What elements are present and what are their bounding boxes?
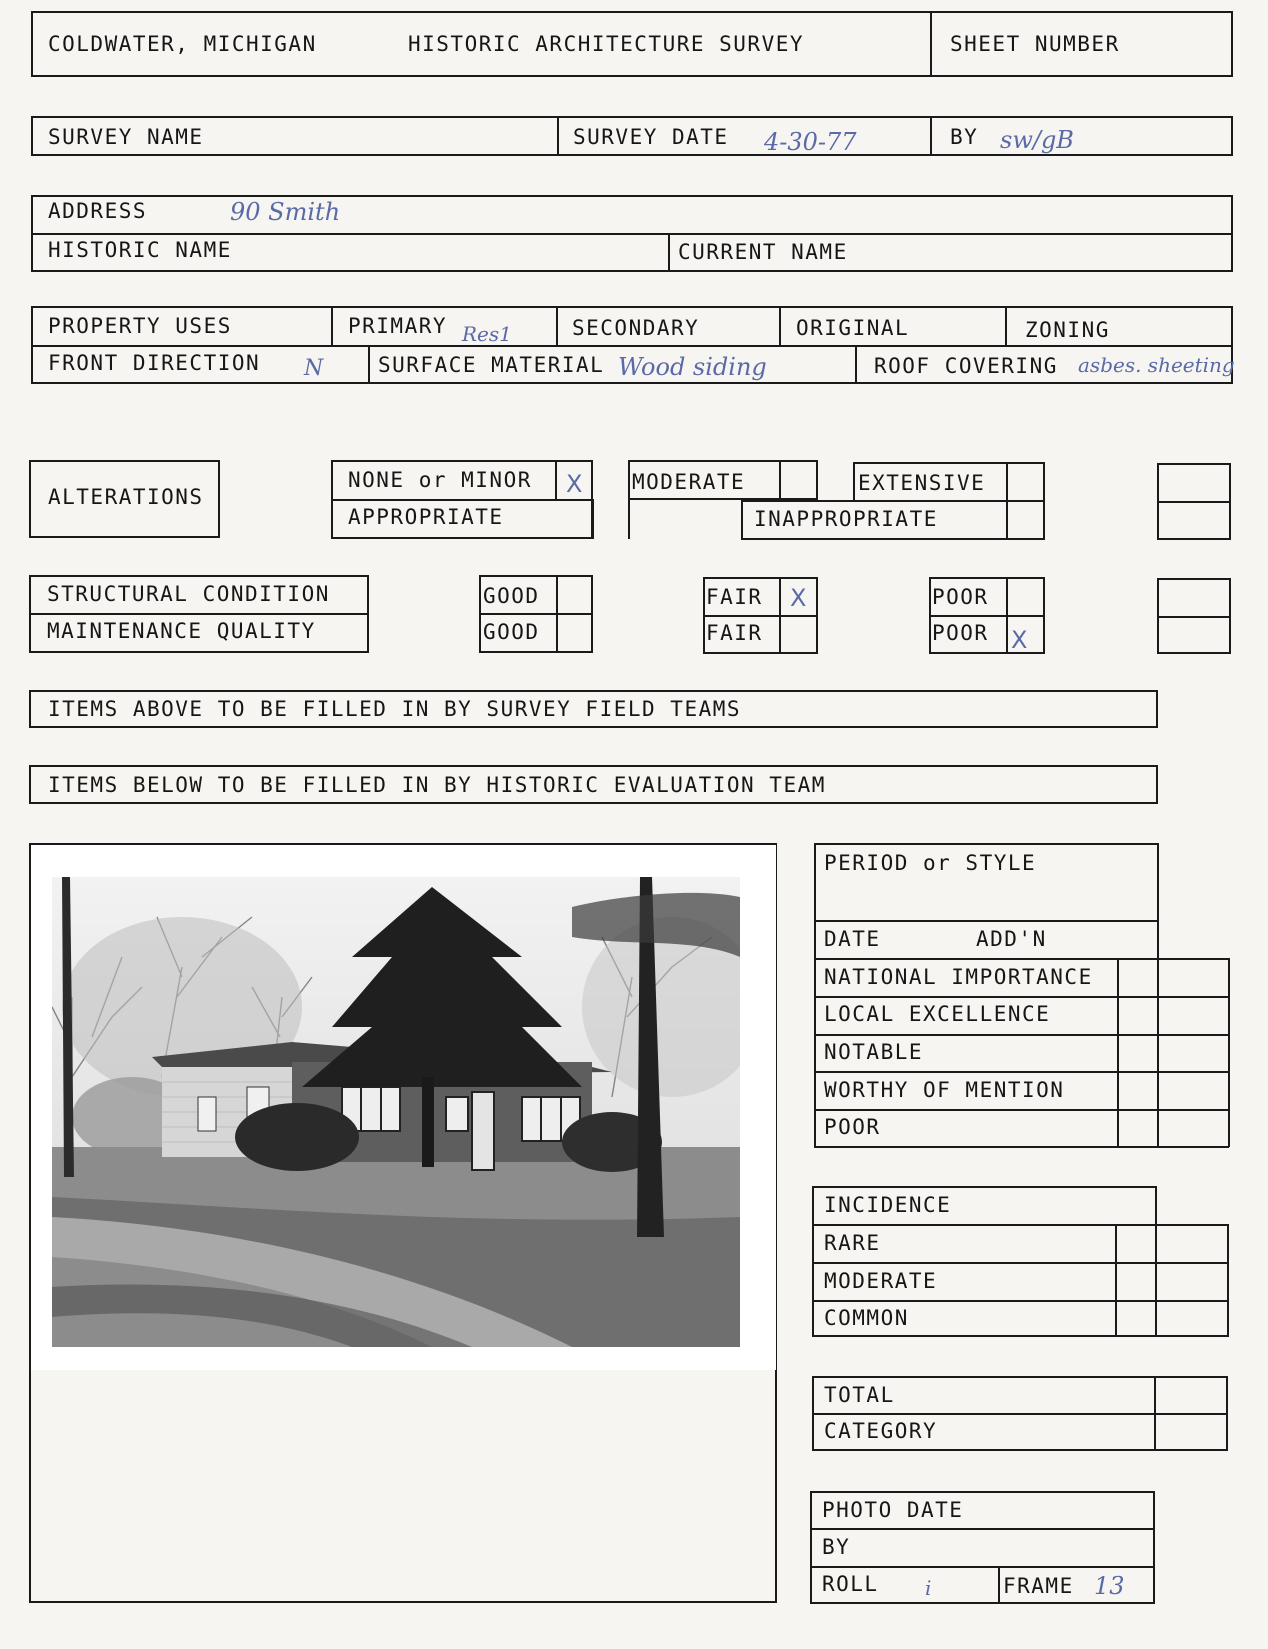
incidence-label: INCIDENCE bbox=[824, 1193, 952, 1217]
poor-divider bbox=[929, 615, 1045, 617]
fair-label-maintenance: FAIR bbox=[706, 621, 763, 645]
fair-structural-check[interactable]: X bbox=[790, 584, 807, 612]
condition-label-divider bbox=[29, 613, 369, 615]
inc-div-rare bbox=[812, 1224, 1228, 1226]
secondary-label: SECONDARY bbox=[572, 316, 700, 340]
zoning-label: ZONING bbox=[1025, 318, 1110, 342]
original-label: ORIGINAL bbox=[796, 316, 910, 340]
front-div-2 bbox=[855, 345, 857, 384]
rare-label: RARE bbox=[824, 1231, 881, 1255]
survey-name-label: SURVEY NAME bbox=[48, 125, 204, 149]
notable-label: NOTABLE bbox=[824, 1040, 924, 1064]
good-label-structural: GOOD bbox=[483, 584, 540, 608]
survey-divider-2 bbox=[930, 116, 932, 156]
eval-score-col bbox=[1117, 958, 1119, 1147]
fair-divider bbox=[703, 615, 818, 617]
survey-by-label: BY bbox=[950, 125, 979, 149]
inappropriate-label: INAPPROPRIATE bbox=[754, 507, 938, 531]
uses-div-3 bbox=[779, 306, 781, 345]
alterations-label: ALTERATIONS bbox=[48, 485, 204, 509]
total-score-col bbox=[1154, 1376, 1156, 1451]
worthy-of-mention-label: WORTHY OF MENTION bbox=[824, 1078, 1065, 1102]
poor-label-maintenance: POOR bbox=[932, 621, 989, 645]
period-style-label: PERIOD or STYLE bbox=[824, 851, 1037, 875]
extensive-label: EXTENSIVE bbox=[858, 471, 986, 495]
alt-row-divider-a bbox=[331, 499, 593, 501]
names-divider bbox=[668, 233, 670, 272]
roll-value[interactable]: i bbox=[925, 1576, 932, 1600]
eval-div-notable bbox=[814, 1034, 1229, 1036]
front-div-1 bbox=[368, 345, 370, 384]
roof-covering-value[interactable]: asbes. sheeting bbox=[1078, 353, 1235, 377]
front-direction-label: FRONT DIRECTION bbox=[48, 351, 261, 375]
photo-by-label: BY bbox=[822, 1535, 851, 1559]
good-divider bbox=[479, 613, 593, 615]
survey-date-value[interactable]: 4-30-77 bbox=[764, 128, 857, 156]
primary-label: PRIMARY bbox=[348, 314, 448, 338]
condition-side-divider bbox=[1157, 616, 1231, 618]
national-importance-label: NATIONAL IMPORTANCE bbox=[824, 965, 1093, 989]
uses-div-1 bbox=[331, 306, 333, 345]
alterations-side-divider bbox=[1157, 501, 1231, 503]
form-title: HISTORIC ARCHITECTURE SURVEY bbox=[408, 32, 805, 56]
frame-value[interactable]: 13 bbox=[1094, 1572, 1125, 1600]
historic-name-label: HISTORIC NAME bbox=[48, 238, 232, 262]
date-label: DATE bbox=[824, 927, 881, 951]
moderate-left-ext bbox=[628, 499, 630, 539]
roll-label: ROLL bbox=[822, 1572, 879, 1596]
none-minor-label: NONE or MINOR bbox=[348, 468, 532, 492]
none-minor-check[interactable]: X bbox=[566, 470, 583, 498]
inc-score-right bbox=[1227, 1224, 1229, 1337]
current-name-label: CURRENT NAME bbox=[678, 240, 848, 264]
address-divider bbox=[31, 233, 1233, 235]
poor-label-structural: POOR bbox=[932, 585, 989, 609]
total-label: TOTAL bbox=[824, 1383, 895, 1407]
none-minor-check-div bbox=[555, 460, 557, 499]
eval-div-poor bbox=[814, 1109, 1229, 1111]
poor-maintenance-check[interactable]: X bbox=[1011, 626, 1028, 654]
roof-covering-label: ROOF COVERING bbox=[874, 354, 1058, 378]
frame-label: FRAME bbox=[1003, 1574, 1074, 1598]
inc-div-moderate bbox=[812, 1262, 1228, 1264]
inc-div-bottom bbox=[1115, 1335, 1228, 1337]
photo-date-label: PHOTO DATE bbox=[822, 1498, 964, 1522]
address-value[interactable]: 90 Smith bbox=[230, 198, 341, 226]
uses-div-4 bbox=[1005, 306, 1007, 345]
good-check-div bbox=[556, 575, 558, 653]
items-below-note: ITEMS BELOW TO BE FILLED IN BY HISTORIC EVALUATION TEAM bbox=[48, 773, 826, 797]
house-photo-illustration bbox=[52, 877, 740, 1347]
surface-material-value[interactable]: Wood siding bbox=[618, 353, 767, 381]
eval-div-date bbox=[814, 920, 1159, 922]
poor-check-div bbox=[1006, 577, 1008, 654]
eval-score-right bbox=[1228, 958, 1230, 1147]
moderate-label: MODERATE bbox=[632, 470, 746, 494]
header-divider bbox=[930, 11, 932, 77]
city-label: COLDWATER, MICHIGAN bbox=[48, 32, 317, 56]
local-excellence-label: LOCAL EXCELLENCE bbox=[824, 1002, 1051, 1026]
maintenance-quality-label: MAINTENANCE QUALITY bbox=[47, 619, 316, 643]
photo-info-div-2 bbox=[810, 1566, 1155, 1568]
address-label: ADDRESS bbox=[48, 199, 148, 223]
surface-material-label: SURFACE MATERIAL bbox=[378, 353, 605, 377]
fair-check-div bbox=[779, 577, 781, 654]
eval-poor-label: POOR bbox=[824, 1115, 881, 1139]
photo-info-div-1 bbox=[810, 1528, 1155, 1530]
structural-condition-label: STRUCTURAL CONDITION bbox=[47, 582, 330, 606]
appropriate-label: APPROPRIATE bbox=[348, 505, 504, 529]
eval-div-local bbox=[814, 996, 1229, 998]
addn-label: ADD'N bbox=[976, 927, 1047, 951]
property-divider bbox=[31, 345, 1233, 347]
appropriate-check-div bbox=[592, 499, 594, 539]
moderate-check-div bbox=[779, 460, 781, 500]
inc-score-col bbox=[1115, 1224, 1117, 1337]
total-divider bbox=[812, 1413, 1228, 1415]
fair-label-structural: FAIR bbox=[706, 585, 763, 609]
inc-div-common bbox=[812, 1300, 1228, 1302]
eval-div-worthy bbox=[814, 1071, 1229, 1073]
property-uses-label: PROPERTY USES bbox=[48, 314, 232, 338]
survey-date-label: SURVEY DATE bbox=[573, 125, 729, 149]
category-label: CATEGORY bbox=[824, 1419, 938, 1443]
uses-div-2 bbox=[556, 306, 558, 345]
front-direction-value[interactable]: N bbox=[304, 356, 324, 381]
primary-value[interactable]: Res1 bbox=[462, 322, 512, 346]
survey-divider-1 bbox=[557, 116, 559, 156]
good-label-maintenance: GOOD bbox=[483, 620, 540, 644]
sheet-number-label: SHEET NUMBER bbox=[950, 32, 1120, 56]
survey-by-value[interactable]: sw/gB bbox=[1000, 126, 1074, 154]
items-above-note: ITEMS ABOVE TO BE FILLED IN BY SURVEY FIELD TEAMS bbox=[48, 697, 742, 721]
eval-div-bottom bbox=[1117, 1146, 1229, 1148]
house-photo bbox=[52, 877, 740, 1347]
photo-info-roll-div bbox=[998, 1566, 1000, 1604]
inc-moderate-label: MODERATE bbox=[824, 1269, 938, 1293]
common-label: COMMON bbox=[824, 1306, 909, 1330]
eval-div-national bbox=[814, 958, 1229, 960]
